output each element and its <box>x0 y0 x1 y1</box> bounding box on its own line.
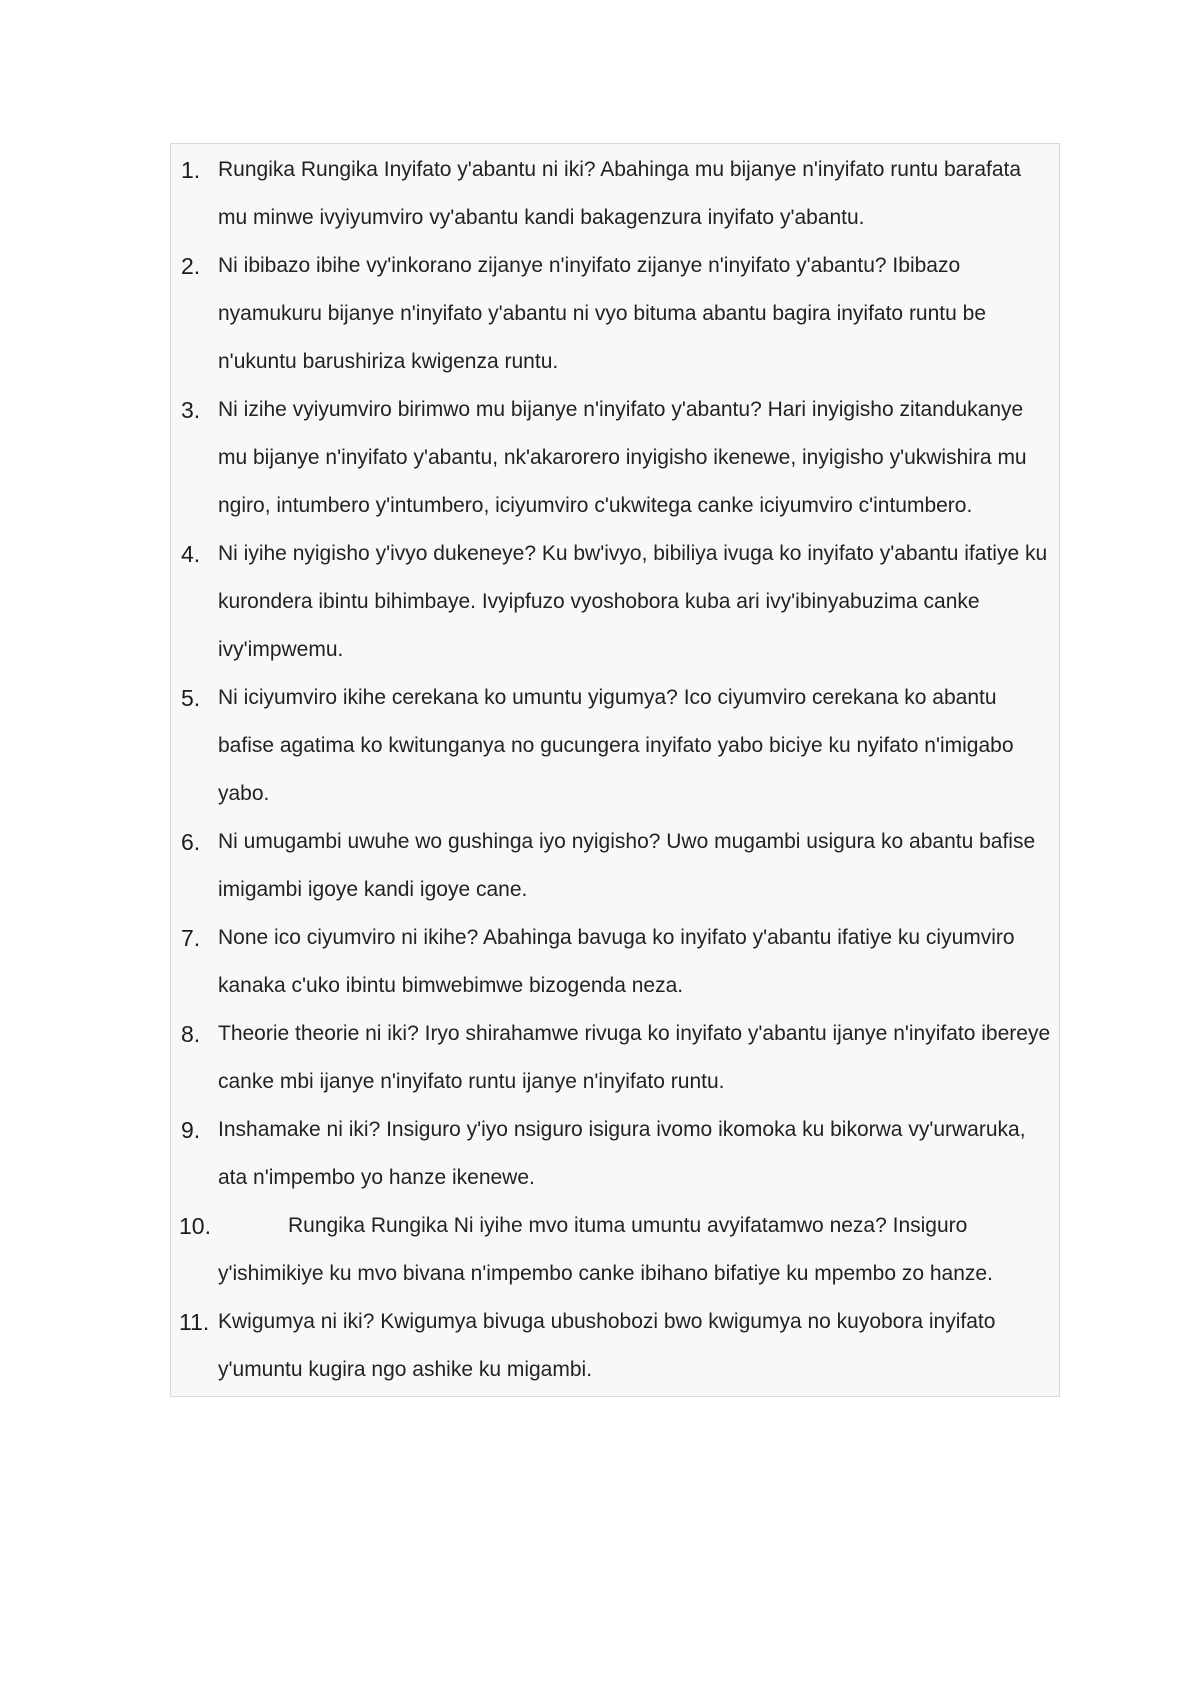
item-text: Ni iyihe nyigisho y'ivyo dukeneye? Ku bw'ivyo, bibiliya ivuga ko inyifato y'abantu ifatiye ku kurondera ibintu bihimbaye. Ivyipfuzo vyoshobora kuba ari ivy'ibinyabuzima canke ivy'impwemu. <box>218 542 1048 661</box>
item-number: 5. <box>181 685 201 711</box>
list-item <box>171 1106 1055 1202</box>
list-item <box>171 530 1055 674</box>
list-item <box>171 674 1055 818</box>
item-text: Theorie theorie ni iki? Iryo shirahamwe rivuga ko inyifato y'abantu ijanye n'inyifato ibereye canke mbi ijanye n'inyifato runtu ijanye n'inyifato runtu. <box>218 1022 1051 1093</box>
list-item <box>171 1202 1055 1298</box>
item-number: 1. <box>181 157 201 183</box>
list-item <box>171 818 1055 914</box>
list-item <box>171 242 1055 386</box>
item-number: 9. <box>181 1117 201 1143</box>
item-number: 10. <box>179 1213 211 1239</box>
list-item <box>171 146 1055 242</box>
item-text: None ico ciyumviro ni ikihe? Abahinga bavuga ko inyifato y'abantu ifatiye ku ciyumviro kanaka c'uko ibintu bimwebimwe bizogenda neza. <box>218 926 1015 997</box>
item-text: Ni umugambi uwuhe wo gushinga iyo nyigisho? Uwo mugambi usigura ko abantu bafise imigambi igoye kandi igoye cane. <box>218 830 1036 901</box>
item-text-wrap <box>218 1202 1055 1298</box>
list-item <box>171 914 1055 1010</box>
item-number: 8. <box>181 1021 201 1047</box>
list-item <box>171 1298 1055 1394</box>
item-number: 2. <box>181 253 201 279</box>
item-number: 7. <box>181 925 201 951</box>
numbered-list <box>170 143 1060 1397</box>
list-item <box>171 1010 1055 1106</box>
item-text: Rungika Rungika Ni iyihe mvo ituma umuntu avyifatamwo neza? Insiguro y'ishimikiye ku mvo bivana n'impembo canke ibihano bifatiye ku mpembo zo hanze. <box>218 1214 993 1285</box>
item-text: Ni ibibazo ibihe vy'inkorano zijanye n'inyifato zijanye n'inyifato y'abantu? Ibibazo nyamukuru bijanye n'inyifato y'abantu ni vyo bituma abantu bagira inyifato runtu be n'ukuntu barushiriza kwigenza runtu. <box>218 254 986 373</box>
item-text: Kwigumya ni iki? Kwigumya bivuga ubushobozi bwo kwigumya no kuyobora inyifato y'umuntu kugira ngo ashike ku migambi. <box>218 1310 996 1381</box>
item-number: 11. <box>179 1309 210 1335</box>
item-text: Ni iciyumviro ikihe cerekana ko umuntu yigumya? Ico ciyumviro cerekana ko abantu bafise agatima ko kwitunganya no gucungera inyifato yabo biciye ku nyifato n'imigabo yabo. <box>218 686 1014 805</box>
item-number: 4. <box>181 541 201 567</box>
item-text: Rungika Rungika Inyifato y'abantu ni iki? Abahinga mu bijanye n'inyifato runtu barafata mu minwe ivyiyumviro vy'abantu kandi bakagenzura inyifato y'abantu. <box>218 158 1022 229</box>
list-item <box>171 386 1055 530</box>
item-number: 6. <box>181 829 201 855</box>
item-text: Inshamake ni iki? Insiguro y'iyo nsiguro isigura ivomo ikomoka ku bikorwa vy'urwaruka, ata n'impembo yo hanze ikenewe. <box>218 1118 1026 1189</box>
item-text: Ni izihe vyiyumviro birimwo mu bijanye n'inyifato y'abantu? Hari inyigisho zitandukanye mu bijanye n'inyifato y'abantu, nk'akarorero inyigisho ikenewe, inyigisho y'ukwishira mu ngiro, intumbero y'intumbero, iciyumviro c'ukwitega canke iciyumviro c'intumbero. <box>218 398 1027 517</box>
item-number: 3. <box>181 397 201 423</box>
